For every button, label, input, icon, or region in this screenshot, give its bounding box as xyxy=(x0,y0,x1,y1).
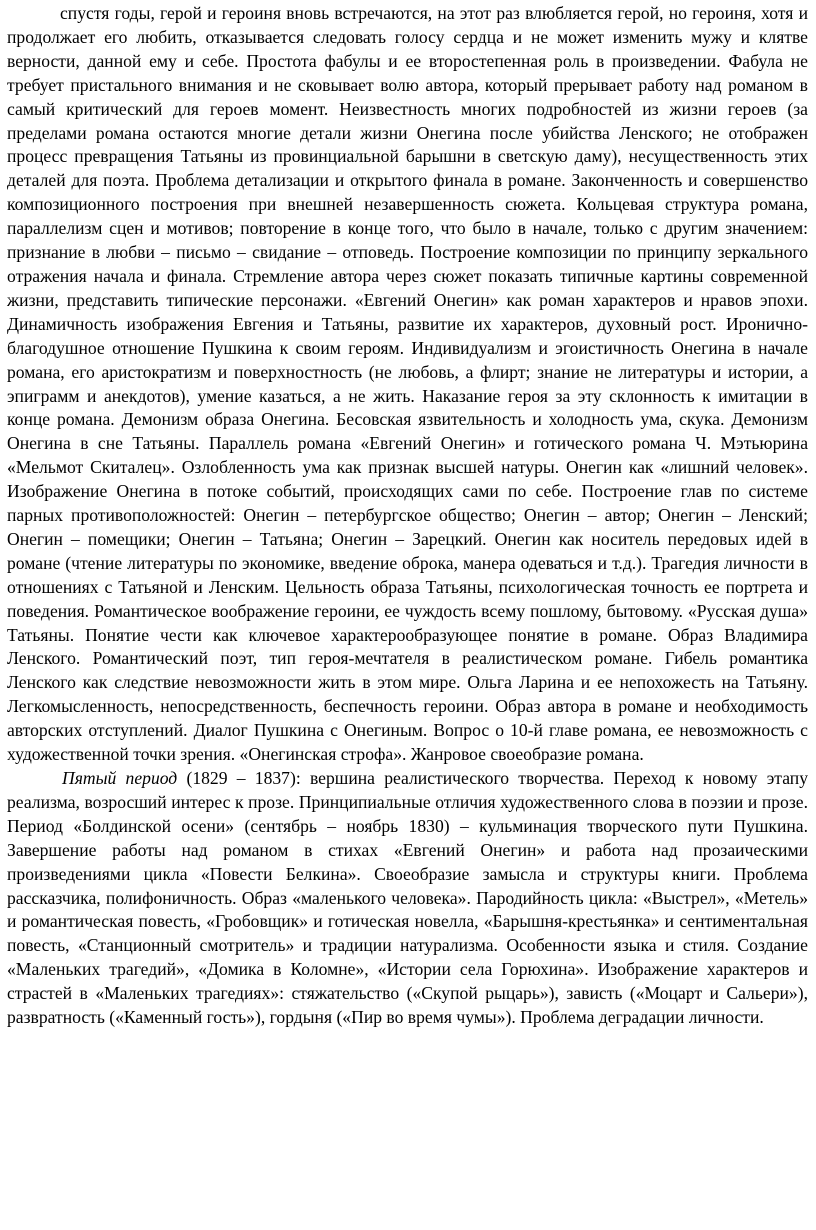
fifth-period-heading: Пятый период xyxy=(62,768,178,788)
paragraph-onegin-analysis: спустя годы, герой и героиня вновь встречаются, на этот раз влюбляется герой, но героиня, хотя и продолжает его любить, отказывается следовать голосу сердца и не может изменить мужу и клятве верности, данной ему и себе. Простота фабулы и ее второстепенная роль в произведении. Фабула не требует пристального внимания и не сковывает волю автора, который прерывает работу над романом в самый критический для героев момент. Неизвестность многих подробностей из жизни героев (за пределами романа остаются многие детали жизни Онегина после убийства Ленского; не отображен процесс превращения Татьяны из провинциальной барышни в светскую даму), несущественность этих деталей для поэта. Проблема детализации и открытого финала в романе. Законченность и совершенство композиционного построения при внешней незавершенность сюжета. Кольцевая структура романа, параллелизм сцен и мотивов; повторение в конце того, что было в начале, только с другим значением: признание в любви – письмо – свидание – отповедь. Построение композиции по принципу зеркального отражения начала и финала. Стремление автора через сюжет показать типичные картины современной жизни, представить типические персонажи. «Евгений Онегин» как роман характеров и нравов эпохи. Динамичность изображения Евгения и Татьяны, развитие их характеров, духовный рост. Иронично-благодушное отношение Пушкина к своим героям. Индивидуализм и эгоистичность Онегина в начале романа, его аристократизм и поверхностность (не любовь, а флирт; знание не литературы и истории, а эпиграмм и анекдотов), умение казаться, а не жить. Наказание героя за эту склонность к имитации в конце романа. Демонизм образа Онегина. Бесовская язвительность и холодность ума, скука. Демонизм Онегина в сне Татьяны. Параллель романа «Евгений Онегин» и готического романа Ч. Мэтьюрина «Мельмот Скиталец». Озлобленность ума как признак высшей натуры. Онегин как «лишний человек». Изображение Онегина в потоке событий, происходящих сами по себе. Построение глав по системе парных противоположностей: Онегин – петербургское общество; Онегин – автор; Онегин – Ленский; Онегин – помещики; Онегин – Татьяна; Онегин – Зарецкий. Онегин как носитель передовых идей в романе (чтение литературы по экономике, введение оброка, манера одеваться и т.д.). Трагедия личности в отношениях с Татьяной и Ленским. Цельность образа Татьяны, психологическая точность ее портрета и поведения. Романтическое воображение героини, ее чуждость всему пошлому, бытовому. «Русская душа» Татьяны. Понятие чести как ключевое характерообразующее понятие в романе. Образ Владимира Ленского. Романтический поэт, тип героя-мечтателя в реалистическом романе. Гибель романтика Ленского как следствие невозможности жить в этом мире. Ольга Ларина и ее непохожесть на Татьяну. Легкомысленность, непосредственность, беспечность героини. Образ автора в романе и необходимость авторских отступлений. Диалог Пушкина с Онегиным. Вопрос о 10-й главе романа, ее невозможность с художественной точки зрения. «Онегинская строфа». Жанровое своеобразие романа. xyxy=(7,3,808,765)
paragraph-fifth-period xyxy=(7,767,808,1030)
fifth-period-text: (1829 – 1837): вершина реалистического творчества. Переход к новому этапу реализма, возросший интерес к прозе. Принципиальные отличия художественного слова в поэзии и прозе. Период «Болдинской осени» (сентябрь – ноябрь 1830) – кульминация творческого пути Пушкина. Завершение работы над романом в стихах «Евгений Онегин» и работа над прозаическими произведениями цикла «Повести Белкина». Своеобразие замысла и структуры книги. Проблема рассказчика, полифоничность. Образ «маленького человека». Пародийность цикла: «Выстрел», «Метель» и романтическая повесть, «Гробовщик» и готическая новелла, «Барышня-крестьянка» и сентиментальная повесть, «Станционный смотритель» и традиции натурализма. Особенности языка и стиля. Создание «Маленьких трагедий», «Домика в Коломне», «Истории села Горюхина». Изображение характеров и страстей в «Маленьких трагедиях»: стяжательство («Скупой рыцарь»), зависть («Моцарт и Сальери»), развратность («Каменный гость»), гордыня («Пир во время чумы»). Проблема деградации личности. xyxy=(7,768,808,1028)
